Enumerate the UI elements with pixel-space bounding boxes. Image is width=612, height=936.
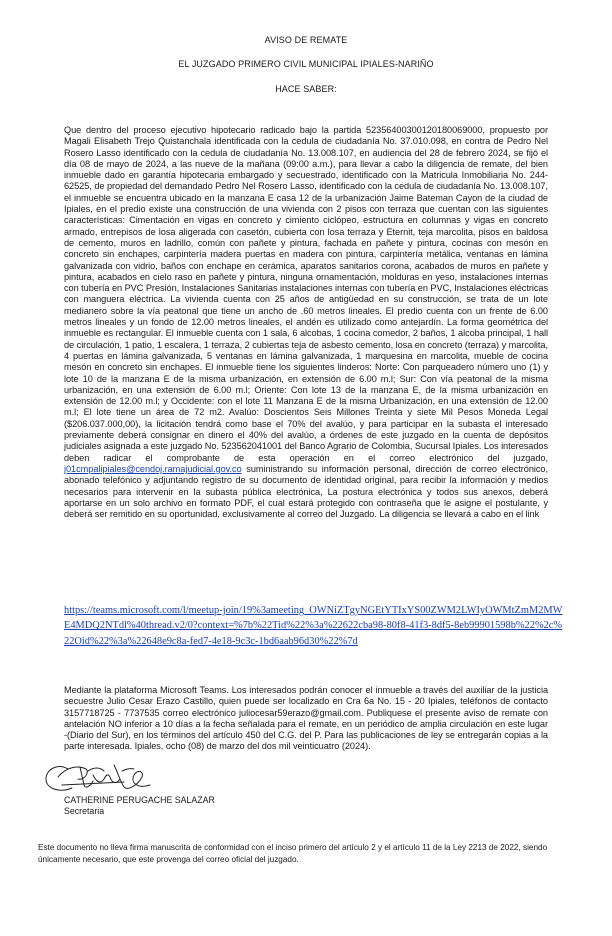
announce-heading: HACE SABER: — [275, 84, 337, 94]
court-name: EL JUZGADO PRIMERO CIVIL MUNICIPAL IPIALES-NARIÑO — [178, 59, 434, 69]
signer-role: Secretaria — [64, 806, 105, 816]
handwritten-signature — [38, 755, 158, 800]
auction-details-paragraph — [64, 125, 548, 520]
paragraph-text-part2: suministrando su información personal, dirección de correo electrónico, abonado telefónico y adjuntando registro de su documento de identidad original, para recibir la información y medios necesarios para intervenir en la subasta pública electrónica, La postura electrónica y todos sus anexos, deberá aportarse en un solo archivo en formato PDF, el cual estará protegido con contraseña que le asigne el postulante, y deberá ser remitido en su oportunidad, exclusivamente al correo del Juzgado. La diligencia se llevará a cabo en el link — [64, 463, 548, 520]
inspection-paragraph: Mediante la plataforma Microsoft Teams. Los interesados podrán conocer el inmueble a través del auxiliar de la justicia secuestre Julio Cesar Erazo Castillo, quien puede ser localizado en Cra 6a No. 15 - 20 Ipiales, teléfonos de contacto 3157718725 - 7737535 correo electrónico juliocesar59erazo@gmail.com. Publiquese el presente aviso de remate con antelación NO inferior a 10 días a la fecha señalada para el remate, en un periódico de amplia circulación en este lugar -(Diario del Sur), en los términos del artículo 450 del C.G. del P. Para las publicaciones de ley se entregarán copias a la parte interesada. Ipiales, ocho (08) de marzo del dos mil veinticuatro (2024). — [64, 685, 548, 752]
meeting-link-block — [64, 603, 564, 649]
legal-footnote: Este documento no lleva firma manuscrita de conformidad con el inciso primero del artículo 2 y el artículo 11 de la Ley 2213 de 2022, siendo únicamente necesario, que este provenga del correo oficial del juzgado. — [38, 843, 548, 864]
paragraph-text-part1: Que dentro del proceso ejecutivo hipotecario radicado bajo la partida 52356400300120180069000, propuesto por Magali Elisabeth Trejo Quistanchala identificada con la cedula de ciudadanía No. 37.010.098, en contra de Pedro Nel Rosero Lasso identificado con la cedula de ciudadanía No. 13.008.107, en audiencia del 28 de febrero 2024, se fijó el día 08 de mayo de 2024, a las nueve de la mañana (09:00 a.m.), para llevar a cabo la diligencia de remate, del bien inmueble dado en garantía hipotecaria embargado y secuestrado, identificado con la Matricula Inmobiliaria No. 244-62525, de propiedad del demandado Pedro Nel Rosero Lasso, identificado con la cedula de ciudadanía No. 13.008.107, el inmueble se encuentra ubicado en la manzana E casa 12 de la urbanización Jaime Bateman Cayon de la ciudad de Ipiales, en el predio existe una construcción de una vivienda con 2 pisos con terraza que cuentan con las siguientes características: Cimentación en vigas en concreto y cimiento ciclópeo, estructura en columnas y vigas en concreto armado, entrepisos de losa aligerada con casetón, cubierta con losa terraza y Eternit, teja marcolita, pisos en baldosa de cemento, muros en ladrillo, común con pañete y pintura, fachada en pañete y pintura, cocinas con mesón en concreto sin enchapes, carpintería madera puertas en madera con pintura, carpintería metálica, ventanas en lámina galvanizada con vidrio, baños con enchape en cerámica, aparatos sanitarios corona, acabados de muros en pañete y pintura, acabados en cielo raso en pañete y pintura, ninguna ornamentación, molduras en yeso, instalaciones internas con tubería en PVC Presión, Instalaciones Sanitarias instalaciones internas con tubería en PVC, Instalaciones eléctricas con manguera eléctrica. La vivienda cuenta con 25 años de antigüedad en su construcción, se trata de un lote medianero sobre la vía peatonal que tiene un ancho de .60 metros lineales. El predio cuenta con un frente de 6.00 metros lineales y un fondo de 12.00 metros lineales, el andén es utilizado como antejardín. La forma geométrica del inmueble es rectangular. El inmueble cuenta con 1 sala, 6 alcobas, 1 cocina comedor, 2 baños, 1 alcoba principal, 1 hall de circulación, 1 patio, 1 escalera, 1 terraza, 2 cubiertas teja de asbesto cemento, losa en concreto (terraza) y marcolita, 4 puertas en lámina galvanizada, 5 ventanas en lámina galvanizada, 1 marquesina en marcolita, mueble de cocina mesón en concreto sin enchapes. El inmueble tiene los siguientes linderos: Norte: Con parqueadero número uno (1) y lote 10 de la manzana E de la misma urbanización, en extensión de 6.00 m.l; Sur: Con vía peatonal de la misma urbanización, en una extensión de 6.00 m.l; Oriente: Con lote 13 de la manzana E, de la misma urbanización en extensión de 12.00 m.l; y Occidente: con el lote 11 Manzana E de la misma Urbanización, en una extensión de 12.00 m.l; El lote tiene un área de 72 m2. Avalúo: Doscientos Seis Millones Treinta y siete Mil Pesos Moneda Legal ($206.037.000,00), la licitación tendrá como base el 70% del avalúo, y para participar en la subasta el interesado previamente deberá consignar en dinero el 40% del avalúo, a órdenes de este juzgado en la cuenta de depósitos judiciales asignada a este juzgado No. 523562041001 del Banco Agrario de Colombia, Sucursal Ipiales. Los interesados deben radicar el comprobante de esta operación en el correo electrónico del juzgado, — [64, 125, 549, 463]
notice-title: AVISO DE REMATE — [264, 35, 348, 45]
signer-name: CATHERINE PERUGACHE SALAZAR — [64, 795, 215, 805]
teams-meeting-link[interactable]: https://teams.microsoft.com/l/meetup-join/19%3ameeting_OWNiZTgyNGEtYTIxYS00ZWM2LWIyOWMtZmM2MWE4MDQ2NTdl%40thread.v2/0?context=%7b%22Tid%22%3a%22622cba98-80f8-41f3-8df5-8eb99901598b%22%2c%22Oid%22%3a%22648e9c8a-fed7-4e18-9c3c-1bd6aab96d30%22%7d — [64, 605, 563, 647]
court-email-link[interactable]: j01cmpalipiales@cendoj.ramajudicial.gov.co — [64, 463, 242, 474]
